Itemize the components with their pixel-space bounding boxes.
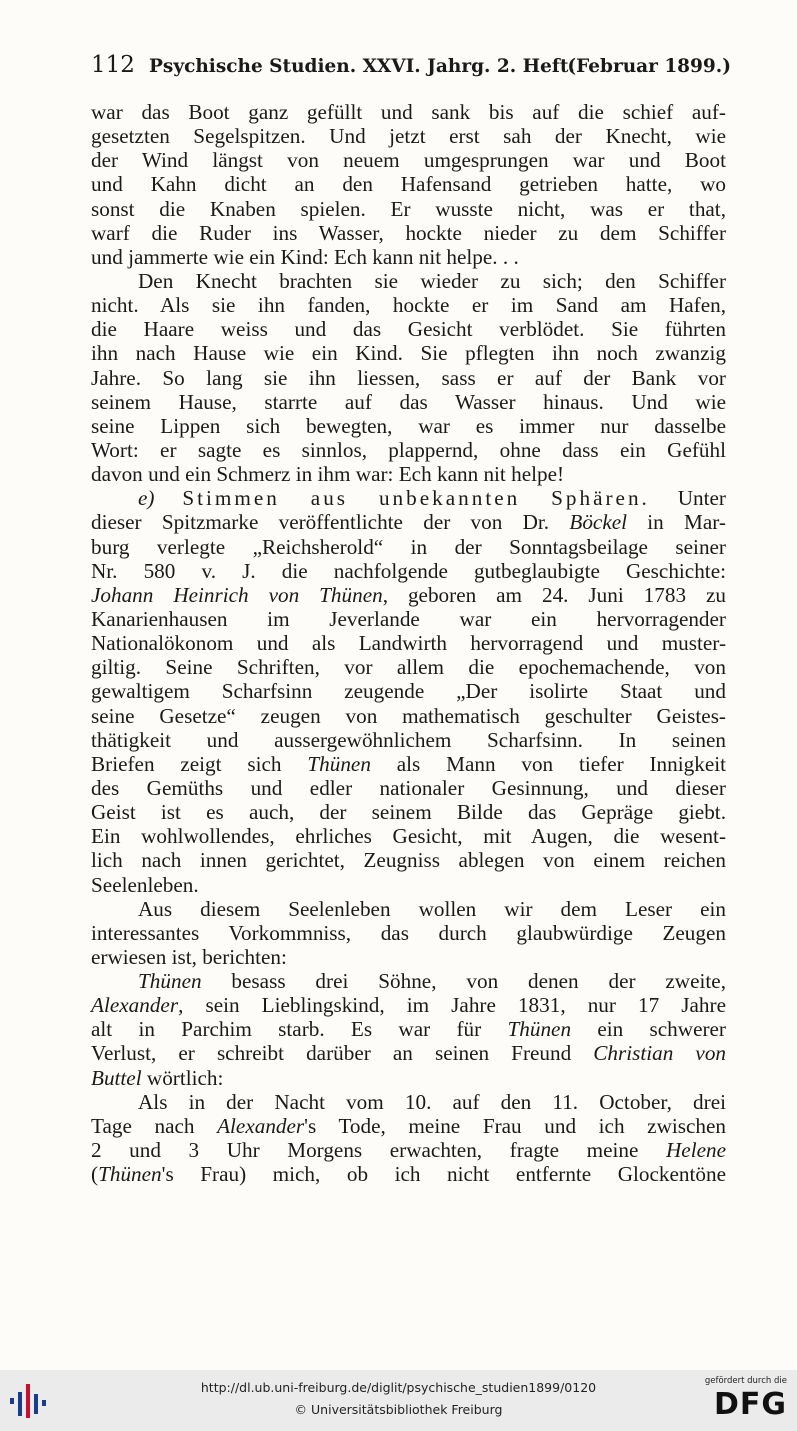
text-segment: war das Boot ganz gefüllt und sank bis auf die schief auf-	[91, 100, 726, 124]
italic-segment: Helene	[666, 1138, 726, 1163]
text-segment: seinem Hause, starrte auf das Wasser hinaus. Und wie	[91, 389, 726, 414]
text-segment: gesetzten Segelspitzen. Und jetzt erst sah der Knecht, wie	[91, 124, 726, 149]
text-segment	[154, 486, 182, 510]
text-segment: Den Knecht brachten sie wieder zu sich; den Schiffer	[138, 268, 726, 293]
text-segment: lich nach innen gerichtet, Zeugniss ablegen von einem reichen	[91, 848, 726, 873]
text-line	[91, 245, 726, 269]
issue-date: (Februar 1899.)	[567, 56, 731, 77]
italic-segment: Alexander	[91, 993, 179, 1018]
text-segment: , sein Lieblingskind, im Jahre 1831, nur 17 Jahre	[178, 993, 726, 1018]
text-line	[91, 390, 726, 414]
text-segment: die Haare weiss und das Gesicht verblödet. Sie führten	[91, 317, 726, 342]
body-text	[91, 100, 726, 1186]
text-segment: des Gemüths und edler nationaler Gesinnung, und dieser	[91, 775, 726, 800]
text-segment: Tage nach	[91, 1113, 218, 1138]
text-segment: warf die Ruder ins Wasser, hockte nieder zu dem Schiffer	[91, 220, 726, 245]
italic-segment: Thünen	[507, 1017, 572, 1042]
text-line	[91, 800, 726, 824]
running-header	[91, 52, 731, 82]
text-segment: Unter	[649, 486, 726, 511]
italic-segment: Thünen	[307, 751, 371, 776]
text-line	[91, 921, 726, 945]
text-line	[91, 462, 726, 486]
copyright-notice: © Universitätsbibliothek Freiburg	[294, 1402, 503, 1417]
source-url[interactable]: http://dl.ub.uni-freiburg.de/diglit/psychische_studien1899/0120	[200, 1380, 597, 1395]
text-line	[91, 100, 726, 124]
viewer-footer	[0, 1370, 797, 1431]
text-segment: ein schwerer	[571, 1017, 726, 1042]
text-line	[91, 1041, 726, 1065]
text-line	[91, 728, 726, 752]
text-line	[91, 993, 726, 1017]
text-line	[91, 1114, 726, 1138]
italic-segment: Johann Heinrich von Thünen	[91, 582, 383, 607]
text-segment: und Kahn dicht an den Hafensand getrieben hatte, wo	[91, 172, 726, 197]
text-line	[91, 679, 726, 703]
italic-segment: Buttel	[91, 1065, 142, 1090]
text-line	[91, 1090, 726, 1114]
text-segment: besass drei Söhne, von denen der zweite,	[201, 969, 726, 994]
text-line	[91, 1138, 726, 1162]
text-line	[91, 148, 726, 172]
page-number: 112	[91, 52, 135, 78]
text-segment: erwiesen ist, berichten:	[91, 944, 287, 969]
italic-segment: e)	[138, 486, 155, 511]
spaced-heading: Stimmen aus unbekannten Sphären.	[182, 486, 650, 511]
italic-segment: Thünen	[98, 1162, 162, 1187]
text-line	[91, 366, 726, 390]
text-line	[91, 414, 726, 438]
text-line	[91, 293, 726, 317]
text-line	[91, 535, 726, 559]
text-segment: giltig. Seine Schriften, vor allem die epochemachende, von	[91, 655, 726, 680]
text-segment: , geboren am 24. Juni 1783 zu	[382, 582, 726, 607]
text-segment: interessantes Vorkommniss, das durch glaubwürdige Zeugen	[91, 920, 726, 945]
text-segment: Seelenleben.	[91, 872, 199, 897]
text-line	[91, 559, 726, 583]
text-segment: wörtlich:	[141, 1065, 224, 1090]
text-segment: dieser Spitzmarke veröffentlichte der von Dr.	[91, 510, 570, 535]
text-segment: burg verlegte „Reichsherold“ in der Sonntagsbeilage seiner	[91, 534, 726, 559]
text-segment: 's Frau) mich, ob ich nicht entfernte Glockentöne	[161, 1162, 726, 1187]
text-line	[91, 897, 726, 921]
text-segment: Aus diesem Seelenleben wollen wir dem Leser ein	[138, 896, 726, 921]
text-line	[91, 848, 726, 872]
text-line	[91, 124, 726, 148]
text-segment: Kanarienhausen im Jeverlande war ein hervorragender	[91, 606, 726, 631]
text-segment: Nr. 580 v. J. die nachfolgende gutbeglaubigte Geschichte:	[91, 558, 726, 583]
text-line	[91, 269, 726, 293]
text-line	[91, 776, 726, 800]
text-segment: davon und ein Schmerz in ihm war: Ech kann nit helpe!	[91, 462, 565, 487]
text-line	[91, 873, 726, 897]
text-line	[91, 341, 726, 365]
text-segment: als Mann von tiefer Innigkeit	[370, 751, 727, 776]
italic-segment: Böckel	[569, 510, 628, 535]
text-line	[91, 317, 726, 341]
funding-note: gefördert durch die	[704, 1376, 787, 1386]
text-line	[91, 1162, 726, 1186]
text-line	[91, 510, 726, 534]
text-segment: Geist ist es auch, der seinem Bilde das Gepräge giebt.	[91, 800, 726, 825]
text-segment: sonst die Knaben spielen. Er wusste nicht, was er that,	[91, 196, 726, 221]
text-line	[91, 945, 726, 969]
text-line	[91, 583, 726, 607]
text-line	[91, 172, 726, 196]
text-segment: 's Tode, meine Frau und ich zwischen	[304, 1113, 726, 1138]
text-segment: Jahre. So lang sie ihn liessen, sass er auf der Bank vor	[91, 365, 726, 390]
text-line	[91, 752, 726, 776]
text-line	[91, 969, 726, 993]
text-segment: Nationalökonom und als Landwirth hervorragend und muster-	[91, 631, 726, 656]
text-segment: alt in Parchim starb. Es war für	[91, 1017, 508, 1042]
text-segment: 2 und 3 Uhr Morgens erwachten, fragte meine	[91, 1138, 666, 1163]
text-line	[91, 221, 726, 245]
text-segment: Briefen zeigt sich	[91, 751, 308, 776]
text-segment: nicht. Als sie ihn fanden, hockte er im Sand am Hafen,	[91, 293, 726, 318]
text-line	[91, 197, 726, 221]
text-segment: seine Lippen sich bewegten, war es immer nur dasselbe	[91, 413, 726, 438]
text-segment: ihn nach Hause wie ein Kind. Sie pflegten ihn noch zwanzig	[91, 341, 726, 366]
text-segment: seine Gesetze“ zeugen von mathematisch geschulter Geistes-	[91, 703, 726, 728]
text-segment: Ein wohlwollendes, ehrliches Gesicht, mit Augen, die wesent-	[91, 824, 726, 849]
text-line	[91, 704, 726, 728]
text-segment: Verlust, er schreibt darüber an seinen Freund	[91, 1041, 594, 1066]
text-line	[91, 631, 726, 655]
text-line	[91, 1066, 726, 1090]
text-segment: in Mar-	[627, 510, 726, 535]
text-segment: (	[91, 1162, 99, 1187]
text-segment: der Wind längst von neuem umgesprungen war und Boot	[91, 148, 726, 173]
text-segment: Wort: er sagte es sinnlos, plappernd, ohne dass ein Gefühl	[91, 437, 726, 462]
text-line	[91, 1017, 726, 1041]
text-segment: Als in der Nacht vom 10. auf den 11. October, drei	[138, 1089, 726, 1114]
italic-segment: Alexander	[217, 1113, 305, 1138]
running-title: Psychische Studien. XXVI. Jahrg. 2. Heft.	[149, 56, 575, 77]
text-segment: gewaltigem Scharfsinn zeugende „Der isolirte Staat und	[91, 679, 726, 704]
text-line	[91, 486, 726, 510]
text-segment: und jammerte wie ein Kind: Ech kann nit helpe. . .	[91, 244, 519, 269]
text-line	[91, 607, 726, 631]
text-line	[91, 824, 726, 848]
text-line	[91, 655, 726, 679]
dfg-logo: DFG	[713, 1387, 787, 1422]
text-segment: thätigkeit und aussergewöhnlichem Scharfsinn. In seinen	[91, 727, 726, 752]
italic-segment: Thünen	[138, 969, 202, 994]
text-line	[91, 438, 726, 462]
italic-segment: Christian von	[593, 1041, 727, 1066]
